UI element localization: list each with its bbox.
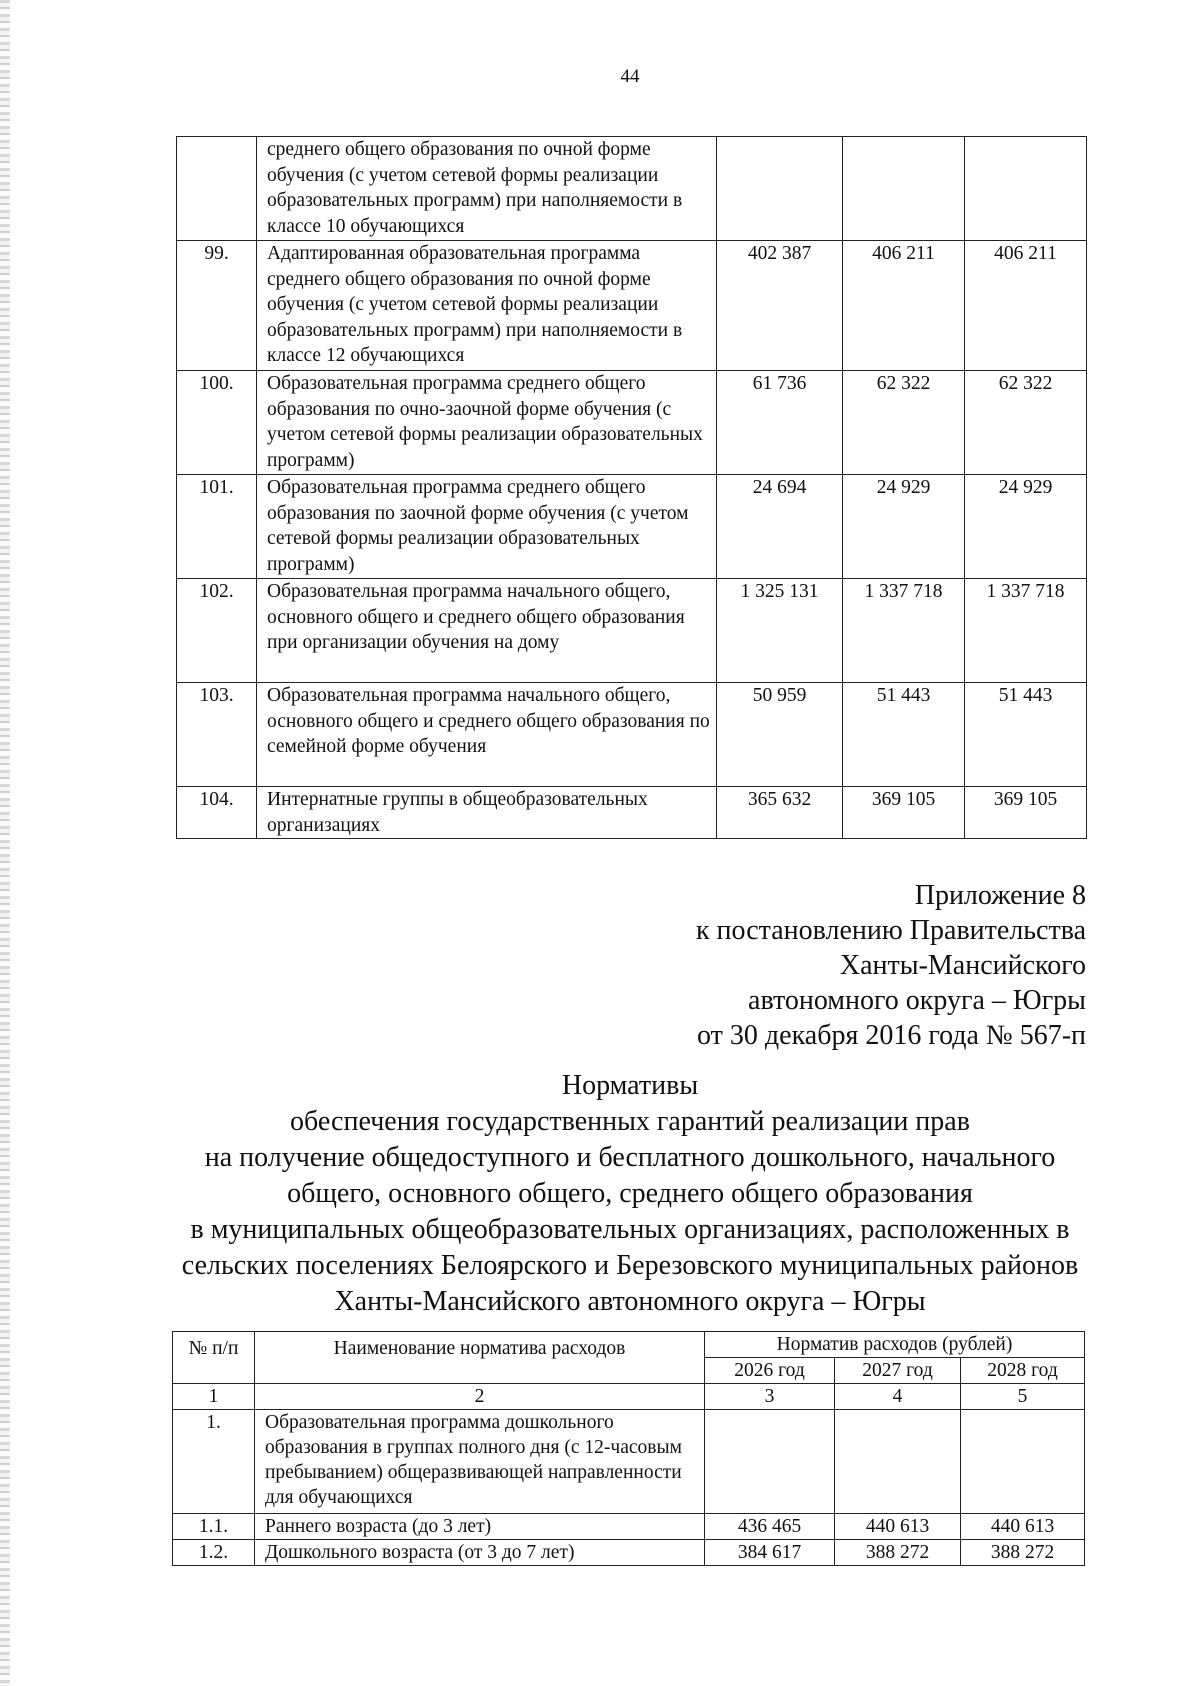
table-row [177,371,1087,475]
table-row [177,579,1087,683]
row-name: Образовательная программа дошкольного образования в группах полного дня (с 12-часовым пребыванием) общеразвивающей направленности для обучающихся [255,1410,705,1514]
row-number: 101. [177,475,257,579]
title-line: Ханты-Мансийского автономного округа – Югры [334,1286,926,1317]
norms-table [172,1331,1085,1566]
table-row [177,683,1087,787]
header-num: № п/п [173,1332,255,1384]
norms-table-continued [176,136,1087,839]
table-row [177,787,1087,839]
value-2028: 24 929 [965,475,1087,579]
value-2026: 1 325 131 [717,579,843,683]
value-2027: 1 337 718 [843,579,965,683]
value-2026 [717,137,843,241]
value-2028 [961,1410,1085,1514]
row-name: Дошкольного возраста (от 3 до 7 лет) [255,1540,705,1566]
document-title [100,1068,1160,1320]
row-name: Образовательная программа среднего общего образования по заочной форме обучения (с учетом сетевой формы реализации образовательных программ) [257,475,717,579]
appendix-line: Ханты-Мансийского [839,950,1086,981]
value-2026: 402 387 [717,241,843,371]
row-name: Образовательная программа начального общего, основного общего и среднего общего образования по семейной форме обучения [257,683,717,787]
value-2026: 384 617 [705,1540,835,1566]
row-name: среднего общего образования по очной форме обучения (с учетом сетевой формы реализации образовательных программ) при наполняемости в классе 10 обучающихся [257,137,717,241]
header-year-2027: 2027 год [835,1358,961,1384]
row-name: Образовательная программа начального общего, основного общего и среднего общего образования при организации обучения на дому [257,579,717,683]
column-number: 4 [835,1384,961,1410]
column-number: 2 [255,1384,705,1410]
value-2027: 369 105 [843,787,965,839]
column-number: 1 [173,1384,255,1410]
value-2026: 24 694 [717,475,843,579]
value-2028 [965,137,1087,241]
header-year-2028: 2028 год [961,1358,1085,1384]
column-number: 5 [961,1384,1085,1410]
value-2027: 440 613 [835,1514,961,1540]
appendix-line: к постановлению Правительства [695,915,1086,946]
row-number: 1.1. [173,1514,255,1540]
value-2028: 1 337 718 [965,579,1087,683]
title-line: общего, основного общего, среднего общего образования [287,1178,973,1209]
header-row [173,1332,1085,1358]
value-2028: 406 211 [965,241,1087,371]
value-2027: 62 322 [843,371,965,475]
appendix-line: от 30 декабря 2016 года № 567-п [697,1020,1086,1051]
row-number: 104. [177,787,257,839]
row-number: 100. [177,371,257,475]
row-number: 1.2. [173,1540,255,1566]
appendix-line: автономного округа – Югры [748,985,1086,1016]
header-year-2026: 2026 год [705,1358,835,1384]
value-2026: 365 632 [717,787,843,839]
value-2026: 50 959 [717,683,843,787]
value-2027 [843,137,965,241]
value-2028: 388 272 [961,1540,1085,1566]
row-number: 103. [177,683,257,787]
value-2027: 388 272 [835,1540,961,1566]
row-name: Интернатные группы в общеобразовательных организациях [257,787,717,839]
row-number: 99. [177,241,257,371]
value-2027 [835,1410,961,1514]
row-name: Адаптированная образовательная программа среднего общего образования по очной форме обучения (с учетом сетевой формы реализации образовательных программ) при наполняемости в классе 12 обучающихся [257,241,717,371]
row-name: Образовательная программа среднего общего образования по очно-заочной форме обучения (с учетом сетевой формы реализации образовательных программ) [257,371,717,475]
value-2026 [705,1410,835,1514]
header-name: Наименование норматива расходов [255,1332,705,1384]
appendix-line: Приложение 8 [914,880,1086,911]
column-number-row [173,1384,1085,1410]
title-line: сельских поселениях Белоярского и Березовского муниципальных районов [181,1250,1079,1281]
value-2028: 51 443 [965,683,1087,787]
appendix-reference [696,878,1086,1053]
row-number: 1. [173,1410,255,1514]
row-number [177,137,257,241]
value-2028: 62 322 [965,371,1087,475]
table-row [177,137,1087,241]
title-line: Нормативы [561,1070,699,1101]
column-number: 3 [705,1384,835,1410]
title-line: на получение общедоступного и бесплатного дошкольного, начального [204,1142,1056,1173]
title-line: обеспечения государственных гарантий реализации прав [290,1106,970,1137]
row-number: 102. [177,579,257,683]
value-2027: 406 211 [843,241,965,371]
title-line: в муниципальных общеобразовательных организациях, расположенных в [190,1214,1070,1245]
row-name: Раннего возраста (до 3 лет) [255,1514,705,1540]
table-row [173,1514,1085,1540]
value-2026: 61 736 [717,371,843,475]
scan-edge [0,0,10,1686]
table-row [177,475,1087,579]
table-row [173,1540,1085,1566]
header-norm: Норматив расходов (рублей) [705,1332,1085,1358]
value-2026: 436 465 [705,1514,835,1540]
value-2028: 440 613 [961,1514,1085,1540]
value-2027: 51 443 [843,683,965,787]
table-row [177,241,1087,371]
page-number: 44 [620,66,640,87]
table-row [173,1410,1085,1514]
value-2027: 24 929 [843,475,965,579]
value-2028: 369 105 [965,787,1087,839]
